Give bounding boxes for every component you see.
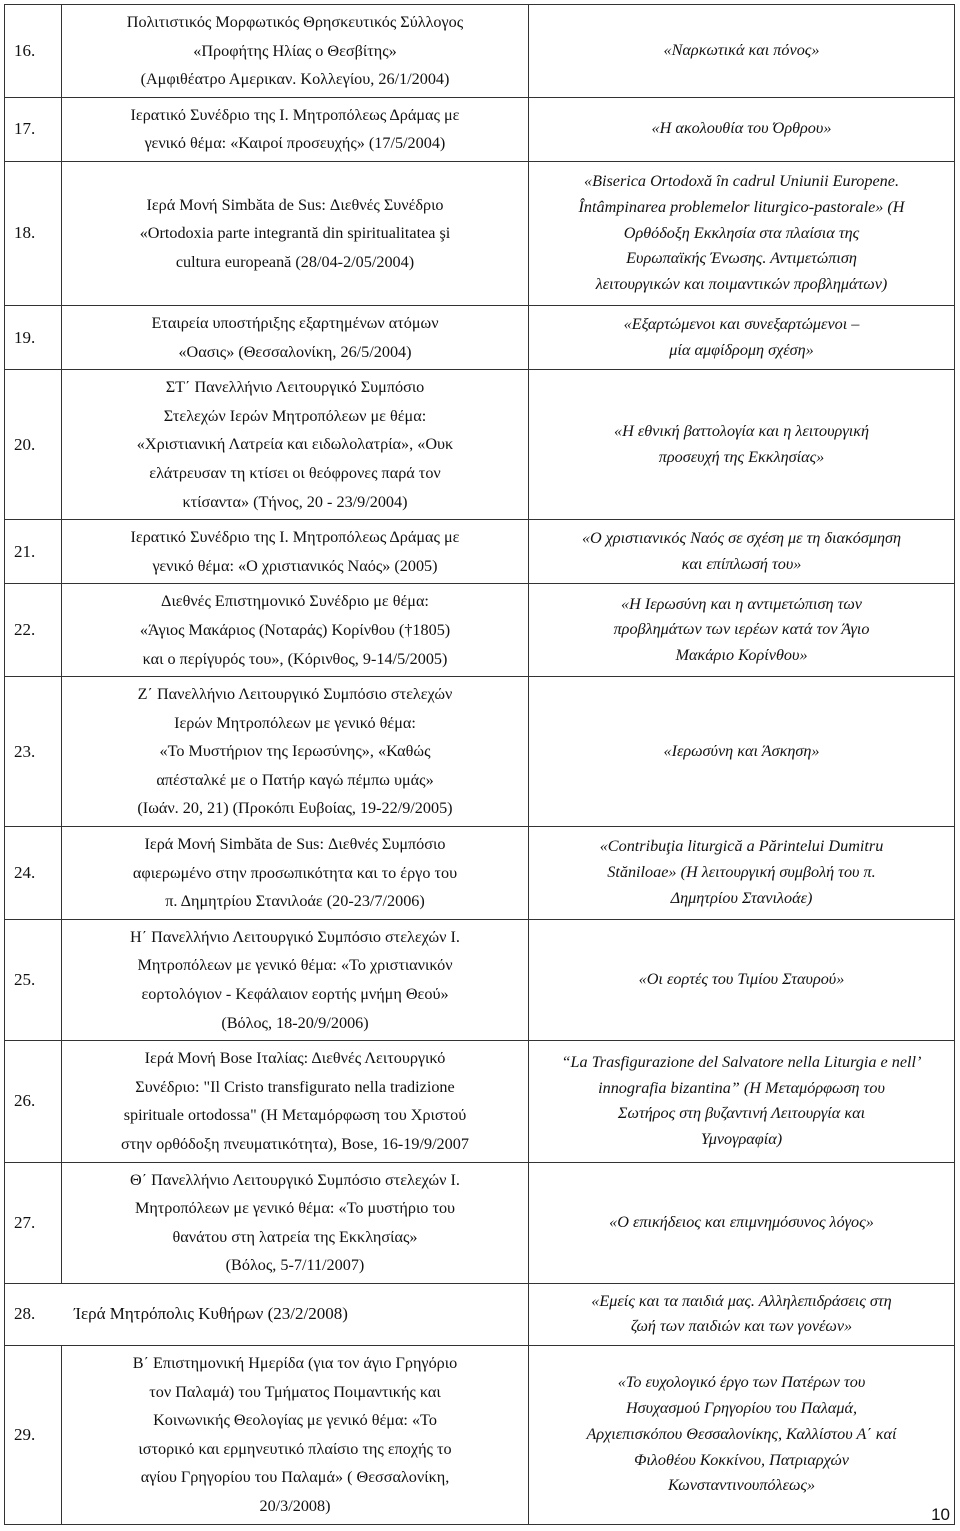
- table-row: [5, 584, 955, 677]
- event-line: απέσταλκέ με ο Πατήρ καγώ πέμπω υμάς»: [156, 770, 434, 789]
- topic-line: Σωτήρος στη βυζαντινή Λειτουργία και: [617, 1104, 866, 1123]
- event-line: Κοινωνικής Θεολογίας με γενικό θέμα: «Το: [153, 1411, 437, 1430]
- table-row: [5, 919, 955, 1040]
- row-number: 17.: [5, 97, 62, 161]
- event-cell: [62, 827, 529, 920]
- event-line: Πολιτιστικός Μορφωτικός Θρησκευτικός Σύλλογος: [126, 13, 464, 31]
- topic-line: Δημητρίου Στανιλοάε): [670, 888, 813, 907]
- topic-line: innografia bizantina” (Η Μεταμόρφωση του: [598, 1078, 885, 1097]
- topic-cell: [529, 919, 955, 1040]
- topic-line: Ορθόδοξη Εκκλησία στα πλαίσια της: [623, 223, 860, 242]
- event-line: «Προφήτης Ηλίας ο Θεσβίτης»: [193, 41, 397, 60]
- event-cell: [62, 370, 529, 520]
- event-cell: [62, 919, 529, 1040]
- topic-line: λειτουργικών και ποιμαντικών προβλημάτων): [595, 275, 888, 294]
- row-number: 26.: [5, 1041, 62, 1162]
- event-line: «Το Μυστήριον της Ιερωσύνης», «Καθώς: [159, 742, 431, 761]
- topic-line: «Contribuţia liturgică a Părintelui Dumitru: [599, 837, 884, 856]
- topic-cell: [529, 827, 955, 920]
- topic-line: «Η Ιερωσύνη και η αντιμετώπιση των: [620, 594, 862, 613]
- table-row: [5, 1162, 955, 1283]
- topic-line: προσευχή της Εκκλησίας»: [658, 447, 825, 466]
- event-line: Συνέδριο: "Il Cristo transfigurato nella tradizione: [135, 1077, 455, 1096]
- topic-cell: [529, 1283, 955, 1345]
- topic-cell: [529, 5, 955, 98]
- topic-cell: [529, 1345, 955, 1524]
- row-number: 29.: [5, 1345, 62, 1524]
- topic-cell: [529, 1162, 955, 1283]
- event-line: και ο περίγυρός του», (Κόρινθος, 9-14/5/2005): [142, 649, 448, 668]
- topic-line: Stăniloae» (Η λειτουργική συμβολή του π.: [607, 863, 876, 882]
- event-line: (Αμφιθέατρο Αμερικαν. Κολλεγίου, 26/1/2004): [140, 70, 450, 89]
- event-cell: [62, 97, 529, 161]
- event-line: γενικό θέμα: «Καιροί προσευχής» (17/5/2004): [144, 134, 446, 153]
- event-cell: [62, 520, 529, 584]
- event-cell: [62, 161, 529, 305]
- topic-line: Ευρωπαϊκής Ένωσης. Αντιμετώπιση: [626, 249, 857, 268]
- event-line: 20/3/2008): [259, 1496, 331, 1515]
- event-line: τον Παλαμά) του Τμήματος Ποιμαντικής και: [149, 1382, 441, 1401]
- topic-cell: [529, 305, 955, 369]
- events-table: [4, 4, 955, 1525]
- event-cell: [62, 677, 529, 827]
- event-line: Η΄ Πανελλήνιο Λειτουργικό Συμπόσιο στελεχών Ι.: [130, 927, 460, 946]
- event-line: Ίερά Μητρόπολις Κυθήρων (23/2/2008): [74, 1304, 348, 1324]
- event-line: Θ΄ Πανελλήνιο Λειτουργικό Συμπόσιο στελεχών Ι.: [130, 1170, 460, 1189]
- topic-line: «Ιερωσύνη και Άσκηση»: [663, 741, 820, 760]
- table-row: [5, 97, 955, 161]
- topic-line: Φιλοθέου Κοκκίνου, Πατριαρχών: [634, 1450, 849, 1469]
- topic-line: μία αμφίδρομη σχέση»: [669, 340, 814, 359]
- row-number: 22.: [5, 584, 62, 677]
- event-line: ΣΤ΄ Πανελλήνιο Λειτουργικό Συμπόσιο: [165, 378, 425, 397]
- event-line: «Ortodoxia parte integrantă din spiritualitatea şi: [139, 224, 451, 243]
- event-line: θανάτου στη λατρεία της Εκκλησίας»: [172, 1227, 418, 1246]
- event-line: Μητροπόλεων με γενικό θέμα: «Το χριστιανικόν: [137, 956, 453, 975]
- merged-event-cell: [5, 1283, 529, 1345]
- event-line: (Βόλος, 5-7/11/2007): [225, 1256, 365, 1275]
- topic-line: «Οι εορτές του Τιμίου Σταυρού»: [638, 970, 845, 989]
- topic-line: «Ο επικήδειος και επιμνημόσυνος λόγος»: [609, 1212, 874, 1231]
- topic-line: Αρχιεπισκόπου Θεσσαλονίκης, Καλλίστου Α΄ καί: [586, 1424, 897, 1443]
- topic-line: ζωή των παιδιών και των γονέων»: [630, 1317, 853, 1336]
- row-number: 21.: [5, 520, 62, 584]
- event-line: «Οασις» (Θεσσαλονίκη, 26/5/2004): [178, 342, 412, 361]
- event-cell: [62, 5, 529, 98]
- row-number: 25.: [5, 919, 62, 1040]
- event-cell: [62, 1345, 529, 1524]
- events-table-body: [5, 5, 955, 1525]
- topic-line: Υμνογραφία): [700, 1130, 783, 1149]
- event-line: Ζ΄ Πανελλήνιο Λειτουργικό Συμπόσιο στελεχών: [137, 685, 453, 704]
- row-number: 24.: [5, 827, 62, 920]
- topic-cell: [529, 520, 955, 584]
- topic-cell: [529, 677, 955, 827]
- event-line: κτίσαντα» (Τήνος, 20 - 23/9/2004): [182, 492, 408, 511]
- row-number: 18.: [5, 161, 62, 305]
- table-row: [5, 520, 955, 584]
- event-line: Ιερά Μονή Simbăta de Sus: Διεθνές Συμπόσιο: [144, 835, 446, 854]
- topic-cell: [529, 584, 955, 677]
- event-line: ιστορικό και ερμηνευτικό πλαίσιο της εποχής το: [138, 1439, 452, 1458]
- topic-cell: [529, 97, 955, 161]
- event-line: π. Δημητρίου Στανιλοάε (20-23/7/2006): [165, 892, 425, 911]
- event-line: Ιερατικό Συνέδριο της Ι. Μητροπόλεως Δράμας με: [130, 105, 460, 124]
- event-cell: [62, 305, 529, 369]
- topic-line: “La Trasfigurazione del Salvatore nella Liturgia e nell’: [561, 1052, 922, 1071]
- topic-line: «Εμείς και τα παιδιά μας. Αλληλεπιδράσεις στη: [591, 1291, 892, 1310]
- row-number: 16.: [5, 5, 62, 98]
- row-number: 19.: [5, 305, 62, 369]
- event-line: Εταιρεία υποστήριξης εξαρτημένων ατόμων: [151, 313, 439, 332]
- row-number: 23.: [5, 677, 62, 827]
- table-row: [5, 5, 955, 98]
- event-line: Διεθνές Επιστημονικό Συνέδριο με θέμα:: [161, 592, 429, 611]
- event-line: Στελεχών Ιερών Μητροπόλεων με θέμα:: [163, 406, 427, 425]
- topic-line: «Εξαρτώμενοι και συνεξαρτώμενοι –: [623, 314, 860, 333]
- event-line: Ιερών Μητροπόλεων με γενικό θέμα:: [174, 713, 416, 732]
- topic-line: Κωνσταντινουπόλεως»: [667, 1476, 816, 1495]
- event-line: αγίου Γρηγορίου του Παλαμά» ( Θεσσαλονίκη,: [140, 1468, 450, 1487]
- table-row: [5, 370, 955, 520]
- topic-line: «Ναρκωτικά και πόνος»: [663, 40, 820, 59]
- event-line: Β΄ Επιστημονική Ημερίδα (για τον άγιο Γρηγόριο: [132, 1353, 458, 1372]
- event-line: ελάτρευσαν τη κτίσει οι θεόφρονες παρά τον: [149, 463, 441, 482]
- event-cell: [62, 1041, 529, 1162]
- event-line: Ιερατικό Συνέδριο της Ι. Μητροπόλεως Δράμας με: [130, 528, 460, 547]
- topic-line: «Η ακολουθία του Όρθρου»: [651, 119, 832, 138]
- topic-cell: [529, 161, 955, 305]
- event-line: Μητροπόλεων με γενικό θέμα: «Το μυστήριο του: [134, 1199, 456, 1218]
- topic-line: Μακάριο Κορίνθου»: [675, 646, 808, 665]
- table-row: [5, 161, 955, 305]
- topic-line: «Biserica Ortodoxă în cadrul Uniunii Europene.: [583, 171, 899, 190]
- table-row: [5, 305, 955, 369]
- topic-line: «Η εθνική βαττολογία και η λειτουργική: [614, 421, 869, 440]
- event-line: spirituale ortodossa" (Η Μεταμόρφωση του Χριστού: [123, 1106, 467, 1125]
- event-line: cultura europeană (28/04-2/05/2004): [175, 252, 415, 271]
- topic-cell: [529, 370, 955, 520]
- topic-line: «Το ευχολογικό έργο των Πατέρων του: [617, 1373, 866, 1392]
- event-line: αφιερωμένο στην προσωπικότητα και το έργο του: [132, 863, 458, 882]
- row-number: 28.: [14, 1304, 36, 1324]
- topic-line: Ησυχασμού Γρηγορίου του Παλαμά,: [625, 1399, 858, 1418]
- event-line: Ιερά Μονή Bose Ιταλίας: Διεθνές Λειτουργικό: [144, 1049, 446, 1068]
- row-number: 27.: [5, 1162, 62, 1283]
- event-cell: [62, 1162, 529, 1283]
- event-line: Ιερά Μονή Simbăta de Sus: Διεθνές Συνέδριο: [146, 195, 444, 214]
- page-number: 10: [931, 1505, 950, 1524]
- event-line: εορτολόγιον - Κεφάλαιον εορτής μνήμη Θεού»: [141, 985, 449, 1004]
- row-number: 20.: [5, 370, 62, 520]
- event-line: γενικό θέμα: «Ο χριστιανικός Ναός» (2005): [152, 556, 438, 575]
- topic-line: «Ο χριστιανικός Ναός σε σχέση με τη διακόσμηση: [581, 528, 902, 547]
- event-line: «Άγιος Μακάριος (Νοταράς) Κορίνθου (†1805): [139, 620, 451, 639]
- event-line: «Χριστιανική Λατρεία και ειδωλολατρία», «Ουκ: [136, 435, 454, 454]
- event-cell: [62, 584, 529, 677]
- table-row: [5, 1345, 955, 1524]
- event-line: (Ιωάν. 20, 21) (Προκόπι Ευβοίας, 19-22/9/2005): [137, 799, 453, 818]
- topic-line: και επίπλωσή του»: [681, 554, 802, 573]
- table-row: [5, 1041, 955, 1162]
- event-line: στην ορθόδοξη πνευματικότητα), Bose, 16-19/9/2007: [121, 1135, 469, 1153]
- event-line: (Βόλος, 18-20/9/2006): [221, 1013, 369, 1032]
- table-row: [5, 827, 955, 920]
- topic-line: προβλημάτων των ιερέων κατά τον Άγιο: [613, 620, 870, 639]
- table-row: [5, 677, 955, 827]
- table-row: [5, 1283, 955, 1345]
- topic-line: Întâmpinarea problemelor liturgico-pastorale» (Η: [578, 197, 905, 216]
- topic-cell: [529, 1041, 955, 1162]
